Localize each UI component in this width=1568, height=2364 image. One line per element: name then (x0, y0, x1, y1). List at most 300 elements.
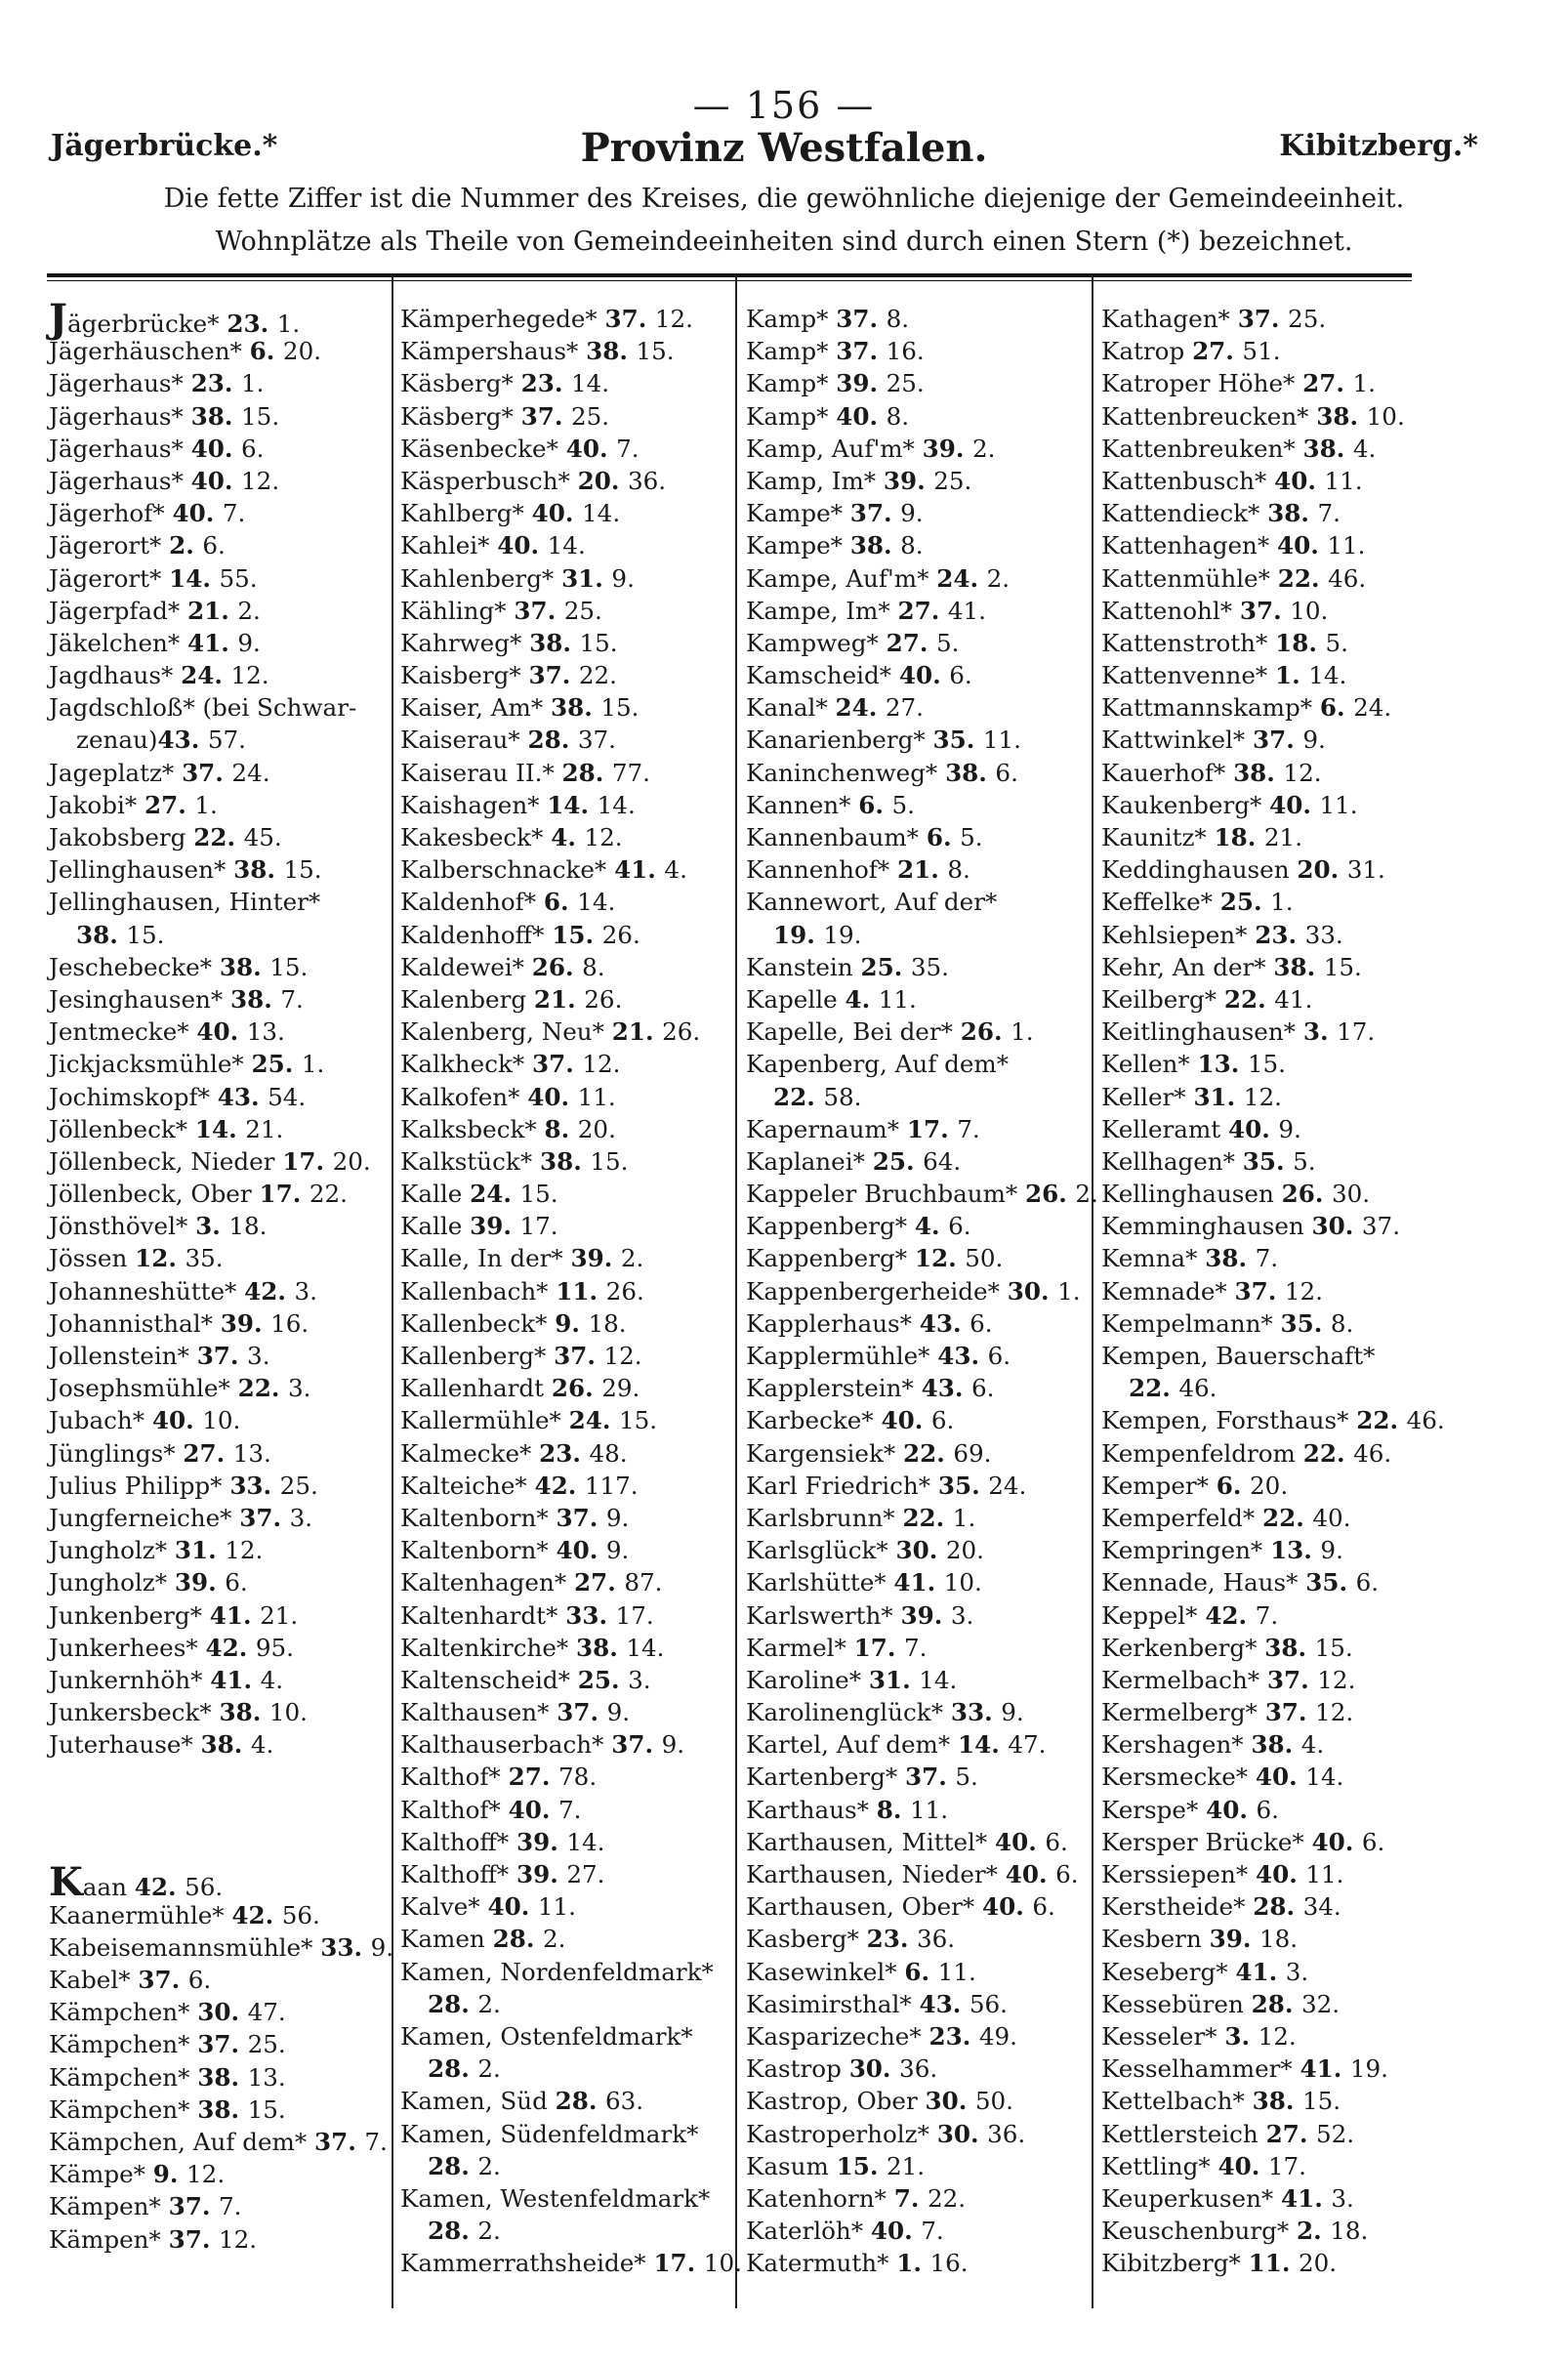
district-number: 25 . (1220, 888, 1270, 916)
municipality-number: 5. (1325, 628, 1348, 657)
district-number: 2 . (169, 531, 202, 560)
place-name: Keppel* (1101, 1600, 1198, 1630)
district-number: 30 . (1312, 1212, 1362, 1240)
place-name: Kesbern (1101, 1925, 1202, 1954)
place-name: Jollenstein* (49, 1342, 189, 1370)
index-entry (400, 529, 732, 561)
district-number: 37 . (1240, 597, 1290, 625)
place-name: Kannen* (746, 790, 851, 819)
municipality-number: 6. (1361, 1827, 1385, 1856)
column-2 (400, 303, 742, 2279)
index-entry (1101, 1275, 1438, 1307)
place-name: Karthausen, Nieder* (746, 1860, 998, 1888)
place-name: Kampe, Im* (746, 596, 890, 625)
place-name: Kaiser, Am* (400, 693, 544, 723)
municipality-number: 46. (1178, 1374, 1217, 1403)
district-number: 38 . (1264, 1634, 1314, 1662)
district-number: 27 . (144, 791, 194, 819)
district-number: 23 . (521, 369, 571, 397)
index-entry (1101, 2053, 1438, 2085)
district-number: 2 . (1297, 2217, 1330, 2245)
place-name: Kappenbergerheide* (746, 1276, 1000, 1306)
place-name: Kalthauserbach* (400, 1730, 604, 1760)
municipality-number: 48. (589, 1438, 628, 1468)
district-number: 40 . (1228, 1115, 1278, 1143)
index-entry (1101, 886, 1438, 918)
district-number: 15 . (552, 921, 601, 949)
index-entry (1101, 1242, 1438, 1274)
district-number: 27 . (1302, 369, 1352, 397)
index-entry (49, 2094, 386, 2126)
place-name: Kalkstück* (400, 1146, 533, 1176)
municipality-number: 14. (626, 1633, 665, 1662)
index-entry (1101, 1470, 1438, 1502)
municipality-number: 18. (228, 1212, 268, 1241)
place-name: Katermuth* (746, 2249, 889, 2278)
district-number: 39 . (923, 435, 972, 463)
index-entry (400, 1826, 732, 1858)
place-name: Kemna* (1101, 1244, 1198, 1273)
municipality-number: 6. (225, 1568, 248, 1597)
municipality-number: 69. (953, 1438, 992, 1468)
place-name: Kempelmann* (1101, 1308, 1273, 1338)
district-number: 6 . (1217, 1472, 1250, 1500)
page-title: Provinz Westfalen. (580, 125, 988, 171)
place-name: Kasimirsthal* (746, 1989, 912, 2018)
place-name: Jungholz* (49, 1568, 168, 1597)
index-entry (49, 1859, 386, 1906)
district-number: 27 . (509, 1763, 558, 1791)
index-entry (746, 1242, 1088, 1274)
municipality-number: 2. (477, 1989, 501, 2018)
district-number: 37 . (197, 1342, 247, 1370)
municipality-number: 12. (582, 1050, 621, 1079)
index-entry (49, 367, 386, 399)
district-number: 27 . (183, 1439, 232, 1468)
municipality-number: 1. (1011, 1017, 1034, 1047)
municipality-number: 11. (537, 1892, 576, 1922)
district-number: 38 . (540, 1147, 590, 1176)
place-name: Kalenberg (400, 984, 527, 1014)
municipality-number: 14. (597, 790, 636, 819)
index-entry (400, 1437, 732, 1470)
place-name: Kaiserau* (400, 726, 520, 755)
place-name: Kempenfeldrom (1101, 1438, 1296, 1468)
district-number: 25 . (578, 1666, 628, 1694)
place-name: Jochimskopf* (49, 1082, 210, 1111)
district-number: 30 . (896, 1536, 946, 1564)
place-name: Kaishagen* (400, 790, 540, 819)
place-name: Jägerbrücke* (49, 296, 220, 342)
municipality-number: 21. (260, 1600, 299, 1630)
place-name: Karl Friedrich* (746, 1471, 930, 1500)
district-number: 14 . (958, 1730, 1008, 1759)
district-number: 35 . (938, 1472, 988, 1500)
place-name: Kessebüren (1101, 1989, 1244, 2018)
municipality-number: 12. (186, 2160, 226, 2189)
municipality-number: 14. (577, 888, 616, 917)
index-entry (400, 1404, 732, 1436)
district-number: 38 . (1267, 499, 1317, 527)
municipality-number: 12. (230, 661, 269, 690)
district-number: 42 . (135, 1873, 185, 1901)
place-name: Keilberg* (1101, 984, 1217, 1014)
municipality-number: 12. (1283, 758, 1322, 787)
municipality-number: 34. (1302, 1892, 1341, 1922)
section-initial: J (49, 296, 67, 342)
index-entry (1101, 1145, 1438, 1178)
place-name: Kapelle, Bei der* (746, 1017, 953, 1047)
municipality-number: 3. (1285, 1957, 1309, 1986)
municipality-number: 7. (957, 1114, 980, 1143)
municipality-number: 56. (969, 1989, 1008, 2018)
municipality-number: 14. (566, 1827, 605, 1856)
municipality-number: 40. (1312, 1503, 1351, 1532)
index-entry (49, 1437, 386, 1470)
place-name: Kahrweg* (400, 628, 522, 657)
running-head-first-entry: Jägerbrücke.* (51, 129, 278, 163)
place-name: Johannisthal* (49, 1308, 213, 1338)
district-number: 33 . (565, 1601, 615, 1630)
index-entry (1101, 1632, 1438, 1664)
municipality-number: 3. (247, 1342, 270, 1370)
index-entry (49, 1502, 386, 1534)
place-name: Kemnade* (1101, 1276, 1227, 1306)
district-number: 28 . (1253, 1892, 1302, 1921)
district-number: 23 . (191, 369, 241, 397)
district-number: 28 . (428, 2152, 477, 2180)
district-number: 1 . (1275, 661, 1308, 689)
district-number: 17 . (259, 1180, 309, 1208)
municipality-number: 51. (1242, 337, 1281, 366)
municipality-number: 95. (255, 1633, 294, 1662)
index-entry (746, 400, 1088, 433)
index-entry (746, 2020, 1088, 2053)
municipality-number: 4. (664, 855, 687, 885)
municipality-number: 41. (1274, 984, 1313, 1014)
place-name: Karlswerth* (746, 1600, 893, 1630)
place-name: Jäkelchen* (49, 628, 181, 657)
municipality-number: 2. (237, 596, 261, 625)
index-entry (400, 1081, 732, 1113)
municipality-number: 15. (283, 855, 322, 885)
municipality-number: 2. (986, 563, 1011, 593)
index-entry (1101, 1988, 1438, 2020)
place-name: Kanal* (746, 693, 828, 723)
place-name: Kalve* (400, 1892, 480, 1922)
place-name: Kalberschnacke* (400, 855, 607, 885)
municipality-number: 26. (605, 1276, 644, 1306)
place-name: Keitlinghausen* (1101, 1017, 1296, 1047)
place-name: Kapelle (746, 984, 838, 1014)
municipality-number: 12. (1315, 1698, 1354, 1727)
place-name: Kabel* (49, 1966, 131, 1994)
column-1 (49, 296, 394, 2256)
district-number: 22 . (1129, 1374, 1178, 1402)
index-entry (1101, 821, 1438, 853)
index-entry (49, 1899, 386, 1931)
index-entry (1101, 1728, 1438, 1761)
municipality-number: 22. (309, 1180, 348, 1209)
index-entry (400, 2182, 732, 2215)
municipality-number: 9. (1320, 1536, 1343, 1565)
district-number: 41 . (210, 1601, 260, 1630)
district-number: 24 . (181, 661, 230, 689)
place-name: Kermelberg* (1101, 1698, 1258, 1727)
district-number: 38 . (197, 2095, 247, 2124)
district-number: 42 . (244, 1277, 294, 1306)
district-number: 37 . (521, 402, 571, 431)
municipality-number: 117. (584, 1471, 639, 1500)
place-name: Kallenbach* (400, 1276, 549, 1306)
index-entry (1101, 1340, 1438, 1372)
district-number: 42 . (205, 1634, 255, 1662)
place-name: Kalkheck* (400, 1050, 525, 1079)
place-name: Kastrop, Ober (746, 2087, 918, 2116)
municipality-number: 6. (949, 661, 972, 690)
place-name: Kalthoff* (400, 1860, 510, 1888)
municipality-number: 7. (1317, 499, 1341, 528)
municipality-number: 15. (590, 1146, 629, 1176)
index-entry (49, 1275, 386, 1307)
index-entry (400, 2118, 732, 2150)
district-number: 8 . (877, 1796, 910, 1824)
index-entry (400, 886, 732, 918)
index-entry (400, 1664, 732, 1696)
index-entry (49, 853, 386, 886)
district-number: 30 . (937, 2120, 987, 2148)
index-entry (49, 1404, 386, 1436)
municipality-number: 9. (661, 1730, 685, 1760)
municipality-number: 7. (218, 2192, 242, 2221)
district-number: 38 . (76, 921, 126, 949)
municipality-number: 6. (970, 1374, 995, 1403)
district-number: 4 . (845, 985, 878, 1014)
place-name: Kamen (400, 1925, 485, 1954)
index-entry (746, 1016, 1088, 1048)
place-name: Kastrop (746, 2054, 842, 2084)
district-number: 39 . (836, 369, 886, 397)
district-number: 26 . (552, 1374, 601, 1402)
district-number: 28 . (562, 759, 612, 787)
header-rule (47, 273, 1412, 277)
place-name: Kehlsiepen* (1101, 920, 1248, 949)
index-entry (49, 2158, 386, 2190)
index-entry (746, 627, 1088, 659)
place-name: Kerkenberg* (1101, 1633, 1258, 1662)
index-entry (746, 1534, 1088, 1566)
municipality-number: 15. (600, 693, 640, 723)
municipality-number: 27. (566, 1860, 605, 1888)
place-name: Kappeler Bruchbaum* (746, 1180, 1018, 1209)
place-name: Kempringen* (1101, 1536, 1263, 1565)
district-number: 14 . (169, 564, 219, 593)
index-entry (400, 1470, 732, 1502)
index-entry (400, 789, 732, 821)
place-name: Kallenbeck* (400, 1308, 548, 1338)
district-number: 41 . (893, 1568, 943, 1597)
municipality-number: 1. (1057, 1276, 1081, 1306)
place-name: Kapplerstein* (746, 1374, 914, 1403)
index-entry (400, 1761, 732, 1793)
municipality-number: 11. (1305, 1860, 1344, 1888)
district-number: 40 . (1206, 1796, 1256, 1824)
municipality-number: 8. (582, 952, 605, 981)
place-name: Kämpen* (49, 2224, 161, 2254)
municipality-number: 15. (1314, 1633, 1353, 1662)
municipality-number: 64. (923, 1146, 962, 1176)
district-number: 42 . (1205, 1601, 1255, 1630)
index-entry (746, 1048, 1088, 1080)
municipality-number: 12. (603, 1342, 642, 1370)
district-number: 38 . (1253, 2087, 1302, 2115)
municipality-number: 26. (584, 984, 623, 1014)
index-entry (746, 2085, 1088, 2117)
municipality-number: 9. (237, 628, 261, 657)
place-name: Kemminghausen (1101, 1212, 1304, 1241)
municipality-number: 1. (276, 310, 301, 338)
district-number: 39 . (470, 1212, 519, 1240)
district-number: 37 . (182, 759, 231, 787)
district-number: 9 . (555, 1309, 588, 1338)
municipality-number: 58. (823, 1082, 862, 1111)
place-name: Kapernaum* (746, 1114, 900, 1143)
district-number: 40 . (527, 1083, 577, 1111)
index-entry (1101, 789, 1438, 821)
municipality-number: 6. (1055, 1860, 1079, 1888)
index-entry (49, 1307, 386, 1340)
district-number: 38 . (551, 693, 600, 722)
district-number: 41 . (187, 629, 237, 657)
index-entry (1101, 1826, 1438, 1858)
district-number: 31 . (1193, 1083, 1243, 1111)
district-number: 23 . (227, 310, 276, 338)
index-entry (1101, 1210, 1438, 1242)
district-number: 23 . (1255, 921, 1304, 949)
district-number: 21 . (612, 1017, 662, 1046)
district-number: 22 . (193, 823, 243, 851)
district-number: 25 . (252, 1050, 302, 1078)
district-number: 24 . (936, 564, 986, 593)
index-entry (49, 595, 386, 627)
index-entry (1101, 951, 1438, 983)
municipality-number: 16. (929, 2249, 969, 2278)
municipality-number: 13. (246, 1017, 285, 1047)
place-name: Kamen, Süd (400, 2087, 548, 2116)
index-entry (49, 465, 386, 497)
place-name: Jägerhaus* (49, 466, 184, 495)
place-name: Kerspe* (1101, 1795, 1199, 1824)
column-divider (1092, 275, 1093, 2308)
municipality-number: 41. (947, 596, 986, 625)
district-number: 37 . (314, 2128, 364, 2156)
index-entry (400, 1566, 732, 1598)
municipality-number: 7. (921, 2217, 944, 2246)
place-name: Jägerhaus* (49, 434, 184, 463)
district-number: 25 . (860, 953, 910, 981)
index-entry (49, 1632, 386, 1664)
place-name: Jentmecke* (49, 1017, 189, 1047)
index-entry (746, 2118, 1088, 2150)
index-entry (400, 367, 732, 399)
municipality-number: 6. (187, 1966, 212, 1994)
municipality-number: 29. (601, 1374, 640, 1403)
index-entry (400, 2150, 732, 2182)
place-name: Kaplanei* (746, 1146, 865, 1176)
place-name: Kamp* (746, 337, 829, 366)
index-entry (1101, 691, 1438, 724)
place-name: Kemper* (1101, 1471, 1209, 1500)
place-name: Karthausen, Mittel* (746, 1827, 988, 1856)
municipality-number: 27. (885, 693, 925, 723)
index-entry (1101, 1437, 1438, 1470)
place-name: Kaltenborn* (400, 1536, 549, 1565)
index-entry (49, 1016, 386, 1048)
district-number: 9 . (153, 2160, 186, 2188)
district-number: 40 . (1274, 467, 1324, 495)
municipality-number: 3. (1331, 2183, 1354, 2213)
place-name: Jägerpfad* (49, 596, 181, 625)
index-entry (746, 1632, 1088, 1664)
place-name: Kattenvenne* (1101, 661, 1268, 690)
district-number: 38 . (197, 2063, 247, 2092)
index-entry (746, 1307, 1088, 1340)
district-number: 38 . (1316, 402, 1366, 431)
municipality-number: 45. (243, 823, 282, 851)
municipality-number: 19. (1349, 2054, 1388, 2084)
municipality-number: 21. (1263, 823, 1303, 851)
district-number: 26 . (1025, 1180, 1075, 1208)
index-entry (49, 529, 386, 561)
place-name: Kannenbaum* (746, 823, 919, 851)
place-name: Jägerhaus* (49, 369, 184, 398)
index-entry (49, 1696, 386, 1728)
index-entry (400, 1923, 732, 1955)
place-name: Kesselhammer* (1101, 2054, 1293, 2084)
municipality-number: 14. (1305, 1763, 1344, 1792)
place-name: Kaan (49, 1859, 127, 1906)
index-entry (1101, 2118, 1438, 2150)
index-entry (1101, 562, 1438, 595)
district-number: 22 . (1303, 1439, 1353, 1468)
municipality-number: 57. (207, 726, 246, 755)
place-name: Kämpchen* (49, 1998, 190, 2027)
index-entry (49, 1566, 386, 1598)
municipality-number: 6. (970, 1308, 993, 1338)
index-entry (400, 1372, 732, 1404)
district-number: 3 . (1303, 1017, 1337, 1046)
district-number: 6 . (904, 1958, 937, 1986)
municipality-number: 36. (899, 2054, 938, 2084)
municipality-number: 9. (1302, 726, 1326, 755)
index-entry (400, 724, 732, 756)
district-number: 27 . (574, 1568, 624, 1597)
index-entry (400, 1534, 732, 1566)
place-name: Kämpchen* (49, 2030, 190, 2059)
district-number: 35 . (1243, 1147, 1293, 1176)
place-name: Kämpchen* (49, 2094, 190, 2124)
district-number: 30 . (926, 2087, 975, 2115)
place-name: Kaldenhof* (400, 888, 537, 917)
place-name: Kappenberg* (746, 1212, 908, 1241)
district-number: 40 . (899, 661, 949, 689)
district-number: 3 . (1224, 2022, 1258, 2051)
municipality-number: 14. (1308, 661, 1347, 690)
district-number: 38 . (191, 402, 241, 431)
district-number: 13 . (1270, 1536, 1320, 1564)
district-number: 40 . (1312, 1828, 1362, 1856)
section-k (49, 1859, 394, 2255)
